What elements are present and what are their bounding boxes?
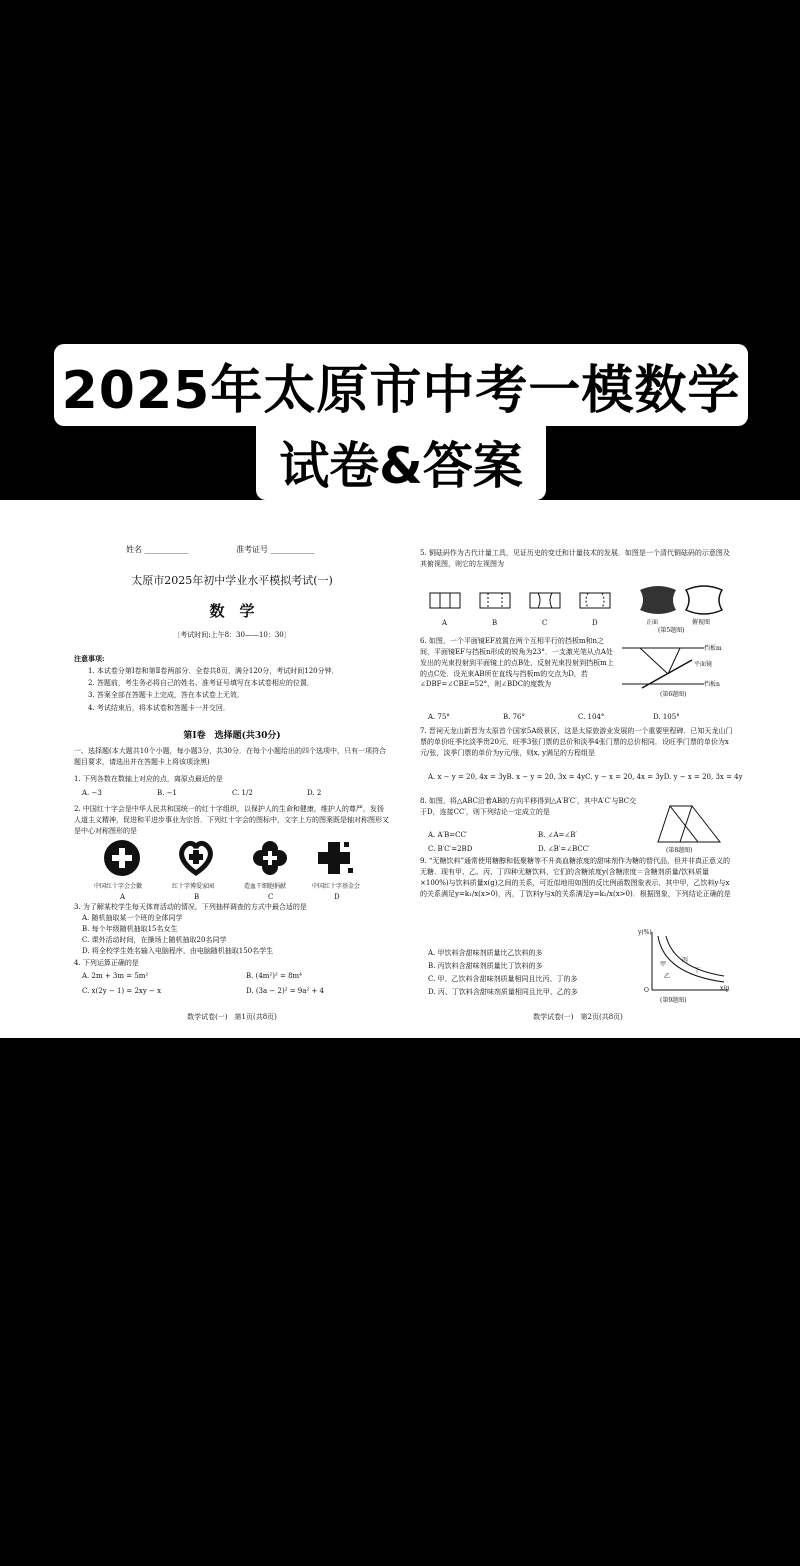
q2-stem: 2. 中国红十字会是中华人民共和国统一的红十字组织，以保护人的生命和健康，维护人的尊严，发扬人道主义精神，促进和平进步事业为宗旨．下列红十字会的图标中，文字上方的图案既是轴对称图形又是中心对称图形的是 [74, 805, 389, 835]
q9-option-c: C. 甲、乙饮料含甜味剂质量相同且比丙、丁的多 [428, 975, 578, 983]
q8-figure [652, 802, 732, 854]
q2-caption-b: 红十字博爱家园 [172, 883, 215, 890]
note-1: 1. 本试卷分第Ⅰ卷和第Ⅱ卷两部分．全卷共8页，满分120分，考试时间120分钟． [88, 667, 339, 675]
q5-figure [428, 590, 728, 634]
q2-caption-a: 中国红十字会会徽 [94, 883, 143, 890]
q3-option-b: B. 每个年级随机抽取15名女生 [82, 925, 178, 933]
q6-option-b: B. 76° [503, 713, 526, 721]
section-title: 第Ⅰ卷 选择题(共30分) [183, 731, 281, 741]
triangle-translation-icon [652, 802, 732, 846]
q7-options [428, 772, 743, 783]
cross-sparkle-icon [318, 840, 354, 876]
q3-stem: 3. 为了解某校学生每天体育活动的情况，下列抽样调查的方式中最合适的是 [74, 903, 307, 911]
section-intro: 一、选择题(本大题共10个小题，每小题3分，共30分．在每个小题给出的四个选项中，只有一项符合题目要求，请选出并在答题卡上将该项涂黑) [74, 747, 386, 766]
q9-series-ding: 丁 [694, 967, 701, 974]
q2-option-b: B [194, 893, 200, 901]
q3-option-a: A. 随机抽取某一个班的全体同学 [82, 914, 183, 922]
note-3: 3. 答案全部在答题卡上完成，答在本试卷上无效． [88, 691, 244, 699]
q9-option-b: B. 丙饮料含甜味剂质量比丁饮料的多 [428, 962, 543, 970]
q8-figure-title: (第8题图) [666, 847, 693, 854]
q2-option-d: D [334, 893, 340, 901]
q5-top-view-label: 俯视图 [692, 619, 711, 626]
q6-figure [620, 640, 730, 700]
q9-series-yi: 乙 [664, 973, 671, 980]
red-cross-emblem-icon [104, 840, 140, 876]
q5-option-c: C [542, 619, 548, 627]
q1-option-d: D. 2 [307, 789, 322, 797]
subject-title: 数 学 [209, 602, 255, 620]
q1-option-c: C. 1/2 [232, 789, 253, 797]
q3-option-c: C. 课外活动时间，在操场上随机抽取20名同学 [82, 936, 227, 944]
q8-option-c: C. B′C′=2BD [428, 845, 473, 853]
q5-option-b: B [492, 619, 498, 627]
q7-option-b: B. x − y = 20, 3x = 4y [506, 773, 586, 781]
heart-cross-icon [178, 840, 214, 876]
q4-option-d: D. (3a − 2)² = 9a² + 4 [246, 987, 324, 995]
q9-series-jia: 甲 [660, 961, 667, 968]
q6-figure-title: (第6题图) [660, 691, 687, 698]
q8-option-b: B. ∠A=∠B′ [538, 831, 577, 839]
q9-series-bing: 丙 [682, 957, 689, 964]
q4-option-b: B. (4m²)² = 8m⁴ [246, 972, 302, 980]
q5-option-a: A [442, 619, 448, 627]
q9-figure-title: (第9题图) [660, 997, 687, 1004]
q2-option-c: C [268, 893, 274, 901]
weight-figure-icon [636, 584, 726, 616]
q7-option-d: D. y − x = 20, 3x = 4y [663, 773, 743, 781]
q4-option-c: C. x(2y − 1) = 2xy − x [82, 987, 162, 995]
q7-stem: 7. 晋祠天龙山新晋为太原首个国家5A级景区，这是太原旅游业发展的一个重要里程碑．已知天龙山门票的单价旺季比淡季贵20元，旺季3张门票的总价和淡季4张门票的总价相同．设旺季门票的单价为x元/张，淡季门票的单价为y元/张，则x, y满足的方程组是 [420, 727, 733, 757]
q1-stem: 1. 下列各数在数轴上对应的点，离原点最近的是 [74, 775, 223, 783]
q2-icons [74, 840, 390, 902]
q6-option-a: A. 75° [428, 713, 450, 721]
q7-option-c: C. y − x = 20, 4x = 3y [585, 773, 664, 781]
exam-number-label: 准考证号 ___________ [236, 545, 315, 554]
exam-title: 太原市2025年初中学业水平模拟考试(一) [131, 574, 333, 587]
q7-option-a: A. x − y = 20, 4x = 3y [428, 773, 507, 781]
q9-figure [638, 928, 732, 1008]
q6-stem: 6. 如图，一个平面镜EF放置在两个互相平行的挡板m和n之间，平面镜EF与挡板n形成的锐角为23°．一支激光笔从点A处发出的光束投射到平面镜上的点B处，反射光束投射到挡板m上的点C处．设光束AB所在直线与挡板m的交点为D，若∠DBF=∠CBE=52°，则∠BDC的度数为 [420, 637, 614, 689]
q9-origin-label: O [644, 987, 649, 994]
q6-board-n-label: 挡板n [704, 681, 720, 688]
q2-option-a: A [120, 893, 126, 901]
note-4: 4. 考试结束后，将本试卷和答题卡一并交回． [88, 704, 230, 712]
name-label: 姓名 ___________ [126, 545, 189, 554]
page2-footer: 数学试卷(一) 第2页(共8页) [533, 1013, 623, 1021]
q8-option-a: A. A′B=CC′ [428, 831, 468, 839]
page1-footer: 数学试卷(一) 第1页(共8页) [187, 1013, 277, 1021]
banner-title-line2: 试卷&答案 [256, 424, 546, 500]
clover-cross-icon [252, 840, 288, 876]
q3-option-d: D. 将全校学生姓名输入电脑程序，由电脑随机抽取150名学生 [82, 947, 274, 955]
exam-paper-photo [0, 500, 800, 1038]
q1-options [82, 788, 382, 799]
q1-option-b: B. −1 [157, 789, 177, 797]
q6-board-m-label: 挡板m [704, 645, 722, 652]
q4-option-a: A. 2m + 3m = 5m² [82, 972, 149, 980]
q5-stem: 5. 铜砝码作为古代计量工具，见证历史的变迁和计量技术的发展．如图是一个清代铜砝码的示意图及其俯视图，则它的左视图为 [420, 549, 730, 568]
exam-page-1 [74, 500, 390, 1038]
q2-caption-d: 中国红十字基金会 [312, 883, 361, 890]
q6-option-c: C. 104° [578, 713, 605, 721]
q6-options [428, 712, 728, 723]
q2-caption-c: 造血干细胞捐献 [244, 883, 287, 890]
q9-option-a: A. 甲饮料含甜味剂质量比乙饮料的多 [428, 949, 543, 957]
q4-stem: 4. 下列运算正确的是 [74, 959, 139, 967]
q6-option-d: D. 105° [653, 713, 680, 721]
q8-option-d: D. ∠B′=∠BCC′ [538, 845, 590, 853]
banner-title-line1: 2025年太原市中考一模数学 [54, 344, 748, 426]
q9-x-axis-label: x/g [720, 985, 730, 992]
q6-mirror-label: 平面镜 [694, 661, 713, 668]
notes-title: 注意事项: [74, 654, 105, 663]
q5-figure-title: (第5题图) [658, 627, 685, 634]
q5-option-d: D [592, 619, 598, 627]
q5-front-label: 正面 [646, 619, 659, 626]
q9-y-axis-label: y(%) [638, 929, 652, 936]
q1-option-a: A. −3 [82, 789, 102, 797]
note-2: 2. 答题前，考生务必将自己的姓名、准考证号填写在本试卷相应的位置． [88, 679, 314, 687]
exam-time: 〔考试时间:上午8：30——10：30〕 [173, 631, 291, 639]
q9-option-d: D. 丙、丁饮料含甜味剂质量相同且比甲、乙的多 [428, 988, 578, 996]
q5-view-options-icon [428, 590, 628, 612]
q8-stem: 8. 如图，将△ABC沿着AB的方向平移得到△A′B′C′，其中A′C′与BC交于D，连接CC′，则下列结论一定成立的是 [420, 797, 637, 816]
q9-stem: 9. “无糖饮料”通常使用糖醇和低聚糖等不升高血糖浓度的甜味剂作为糖的替代品，但并非真正意义的无糖．现有甲、乙、丙、丁四种无糖饮料，它们的含糖浓度y(含糖浓度＝含糖剂质量/饮料质量×100%)与饮料质量x(g)之间的关系，可近似地用如图的反比例函数图象表示，其中甲，乙饮料y与x的关系满足y=k₁/x(x>0)，丙，丁饮料y与x的关系满足y=k₂/x(x>0)．根据图象，下列结论正确的是 [420, 857, 731, 898]
exam-page-2 [420, 500, 743, 1038]
